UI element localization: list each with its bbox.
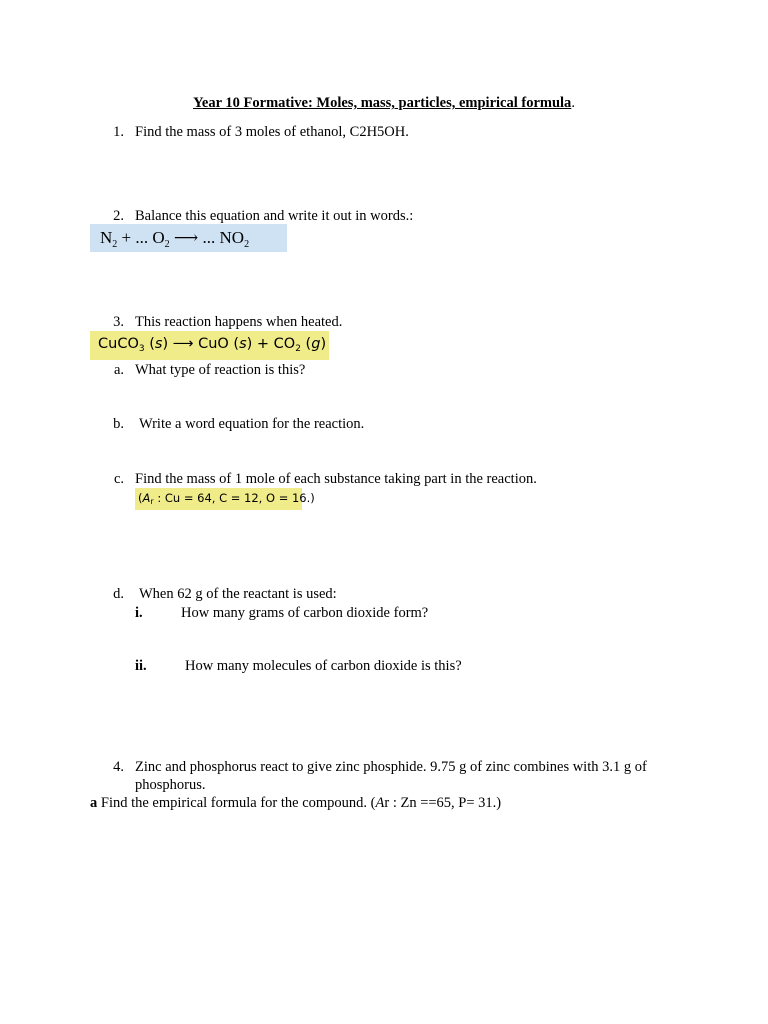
question-3d-i-text: How many grams of carbon dioxide form?	[181, 605, 429, 621]
question-3d-ii-label: ii.	[135, 658, 147, 674]
question-3d-ii-text: How many molecules of carbon dioxide is this?	[185, 658, 462, 674]
question-3d-text: When 62 g of the reactant is used:	[139, 586, 337, 602]
question-4-line-2: phosphorus.	[135, 777, 206, 793]
question-4-line-1: Zinc and phosphorus react to give zinc phosphide. 9.75 g of zinc combines with 3.1 g of	[135, 759, 647, 775]
question-3b-text: Write a word equation for the reaction.	[139, 416, 365, 432]
page-title: Year 10 Formative: Moles, mass, particles, empirical formula.	[193, 95, 575, 111]
question-1-number: 1.	[113, 124, 124, 140]
equation-cuco3-box	[90, 331, 329, 360]
question-2-text: Balance this equation and write it out in words.:	[135, 208, 414, 224]
question-3a-label: a.	[113, 362, 124, 378]
question-3c-text: Find the mass of 1 mole of each substance taking part in the reaction.	[135, 471, 537, 487]
equation-n2-o2: $N_2$ + ... $O_2$ ⟶ ... $NO_2$	[100, 228, 250, 250]
question-4a-label: a	[90, 795, 98, 811]
question-3-text: This reaction happens when heated.	[135, 314, 343, 330]
relative-atomic-mass-cu-c-o: ($A_r$ : Cu = 64, C = 12, O = 16.)	[138, 491, 315, 506]
question-3b-label: b.	[113, 416, 124, 432]
question-1-text: Find the mass of 3 moles of ethanol, C2H5OH.	[135, 124, 409, 140]
equation-n2-o2-box	[90, 224, 287, 252]
question-2-number: 2.	[113, 208, 124, 224]
equation-cuco3: CuCO$_3$ (s) ⟶ CuO $(s) + CO_2$ (g)	[98, 336, 327, 354]
question-3a-text: What type of reaction is this?	[135, 362, 306, 378]
question-3-number: 3.	[113, 314, 124, 330]
question-4a-text: a Find the empirical formula for the compound. (Ar : Zn ==65, P= 31.)	[90, 795, 502, 811]
question-3c-label: c.	[113, 471, 124, 487]
question-4-number: 4.	[113, 759, 124, 775]
relative-atomic-mass-box	[135, 488, 315, 510]
question-3d-i-label: i.	[135, 605, 143, 621]
question-3d-label: d.	[113, 586, 124, 602]
